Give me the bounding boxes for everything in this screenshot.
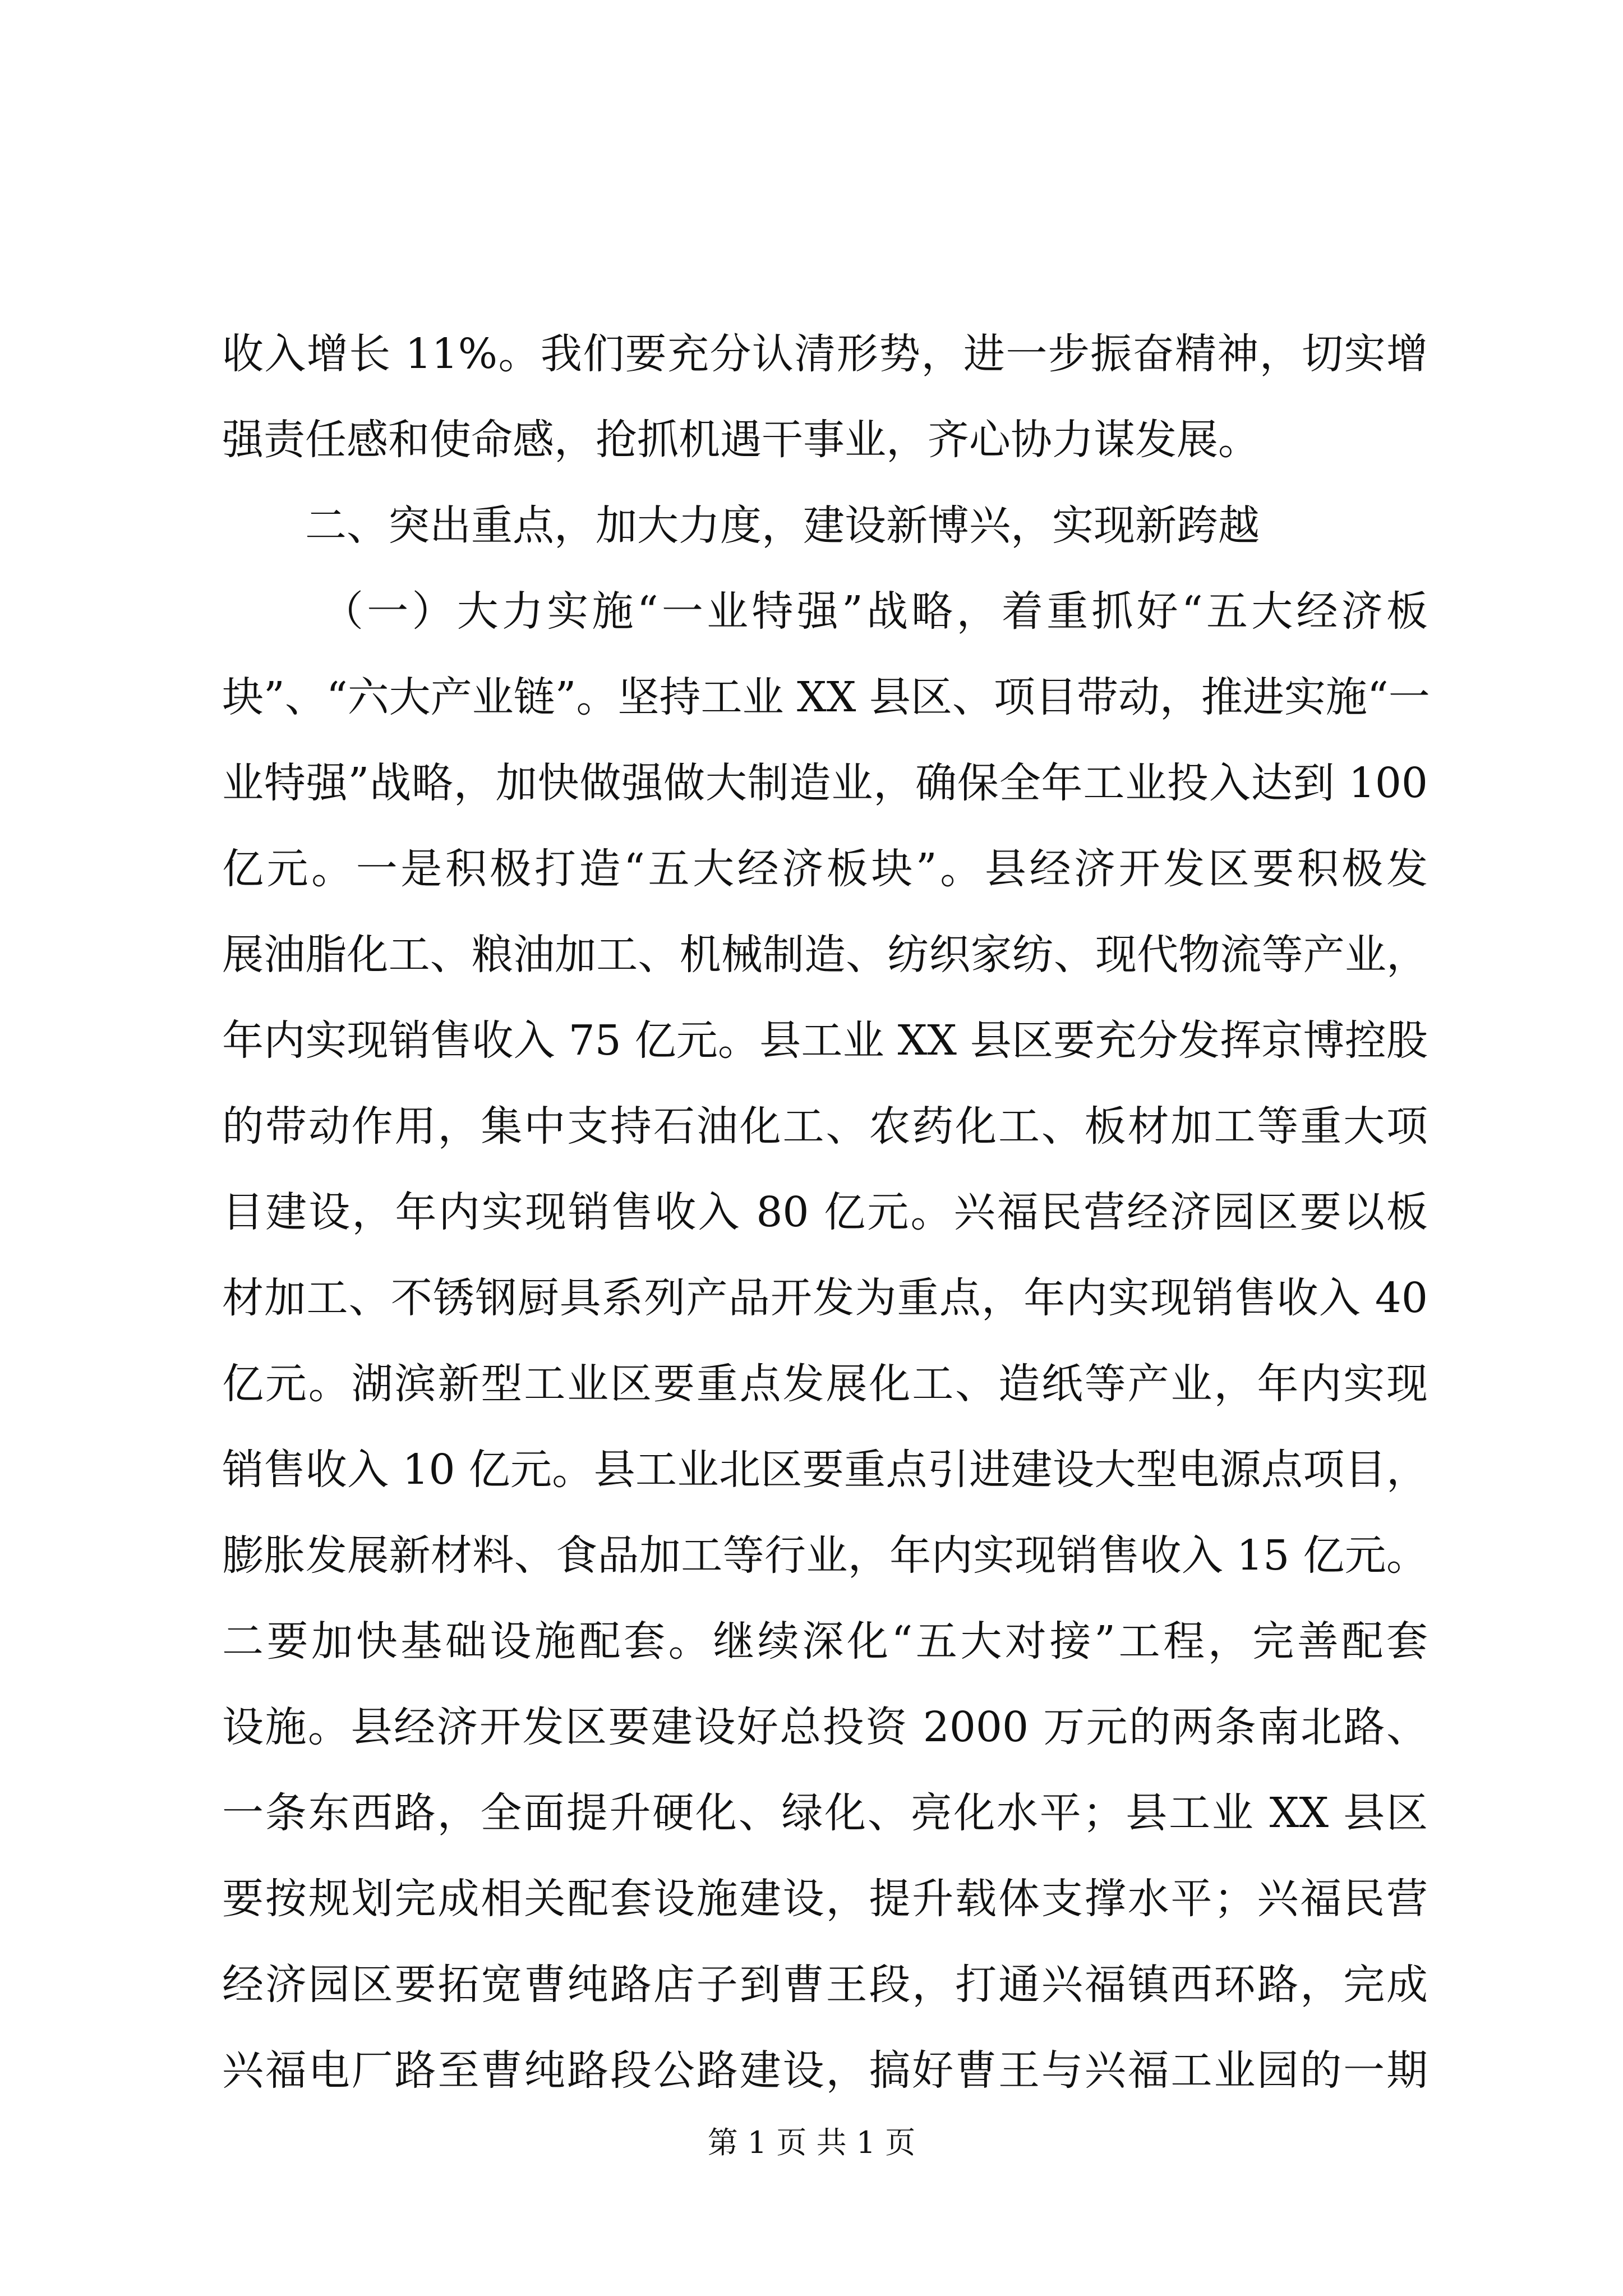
text-line-10: 的带动作用，集中支持石油化工、农药化工、板材加工等重大项 [222, 1102, 1428, 1151]
text-line-15: 膨胀发展新材料、食品加工等行业，年内实现销售收入 15 亿元。 [222, 1531, 1428, 1580]
page-number-footer: 第 1 页 共 1 页 [707, 2125, 916, 2160]
text-line-19: 要按规划完成相关配套设施建设，提升载体支撑水平；兴福民营 [222, 1875, 1428, 1923]
text-line-21: 兴福电厂路至曹纯路段公路建设，搞好曹王与兴福工业园的一期 [222, 2046, 1428, 2095]
text-line-8: 展油脂化工、粮油加工、机械制造、纺织家纺、现代物流等产业， [222, 931, 1428, 979]
text-line-11: 目建设，年内实现销售收入 80 亿元。兴福民营经济园区要以板 [222, 1188, 1428, 1236]
text-line-1: 收入增长 11%。我们要充分认清形势，进一步振奋精神，切实增 [222, 330, 1428, 378]
text-line-12: 材加工、不锈钢厨具系列产品开发为重点，年内实现销售收入 40 [222, 1274, 1428, 1322]
text-line-13: 亿元。湖滨新型工业区要重点发展化工、造纸等产业，年内实现 [222, 1360, 1428, 1408]
text-line-20: 经济园区要拓宽曹纯路店子到曹王段，打通兴福镇西环路，完成 [222, 1961, 1428, 2009]
text-line-2: 强责任感和使命感，抢抓机遇干事业，齐心协力谋发展。 [222, 416, 1260, 464]
text-line-5: 块”、“六大产业链”。坚持工业 XX 县区、项目带动，推进实施“一 [222, 673, 1430, 721]
text-line-16: 二要加快基础设施配套。继续深化“五大对接”工程，完善配套 [222, 1617, 1428, 1665]
text-line-4: （一）大力实施“一业特强”战略，着重抓好“五大经济板 [322, 587, 1428, 636]
text-line-6: 业特强”战略，加快做强做大制造业，确保全年工业投入达到 100 [222, 759, 1428, 807]
document-body [222, 311, 1428, 2114]
text-line-14: 销售收入 10 亿元。县工业北区要重点引进建设大型电源点项目， [222, 1446, 1428, 1494]
text-line-9: 年内实现销售收入 75 亿元。县工业 XX 县区要充分发挥京博控股 [222, 1016, 1428, 1065]
text-line-7: 亿元。一是积极打造“五大经济板块”。县经济开发区要积极发 [222, 845, 1428, 893]
text-line-18: 一条东西路，全面提升硬化、绿化、亮化水平；县工业 XX 县区 [222, 1789, 1428, 1837]
text-line-17: 设施。县经济开发区要建设好总投资 2000 万元的两条南北路、 [222, 1703, 1428, 1751]
section-heading: 二、突出重点，加大力度，建设新博兴，实现新跨越 [305, 501, 1260, 550]
